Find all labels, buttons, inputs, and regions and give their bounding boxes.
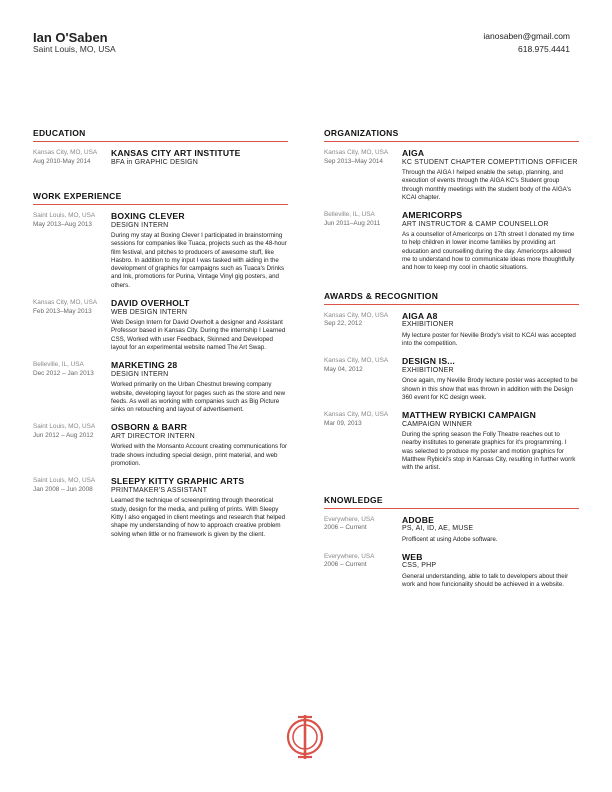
entry-meta <box>33 423 111 468</box>
list-item <box>33 477 288 538</box>
entry-dates: 2006 – Current <box>324 561 367 569</box>
entry-location: Saint Louis, MO, USA <box>33 212 96 219</box>
list-item <box>324 357 579 402</box>
entry-body <box>402 149 579 202</box>
entry-description: Worked with the Monsanto Account creating communications for trade shows including special design, print material, and web promotion. <box>111 443 287 468</box>
entry-description: During my stay at Boxing Clever I participated in brainstorming sessions for companies like Tuaca, projects such as the 48-hour film festival, and pitches to producers of awesome stuff, like Hasbro. In addition to my input I was tasked with aiding in the development of graphics for campaigns such as Tuaca's Drinks and Ink, promotions for Purina, Vintage Vinyl gig posters, and others. <box>111 232 287 289</box>
knowledge-section <box>324 495 579 590</box>
section-title: AWARDS & RECOGNITION <box>324 291 579 305</box>
entry-location: Kansas City, MO, USA <box>324 357 389 365</box>
list-item <box>33 212 288 290</box>
entry-description: As a counsellor of Americorps on 17th street I donated my time to help children in lower income families by providing art education and counselling during the day. Americorps allowed me to understand how to communicate ideas more thoughtfully and how to keep my cool in chaotic situations. <box>402 231 575 272</box>
entry-location: Saint Louis, MO, USA <box>33 423 96 431</box>
list-item <box>33 361 288 414</box>
entry-meta <box>324 312 402 349</box>
left-column <box>33 128 288 548</box>
entry-title: ADOBE <box>402 514 435 525</box>
entry-title: OSBORN & BARR <box>111 422 188 433</box>
monogram-logo-icon <box>285 712 325 762</box>
candidate-name: Ian O'Saben <box>33 30 108 45</box>
entry-location: Belleville, IL, USA <box>33 361 84 369</box>
entry-meta <box>33 299 111 352</box>
organizations-section <box>324 128 579 273</box>
entry-dates: Jun 2011–Aug 2011 <box>324 219 381 227</box>
entry-title: WEB <box>402 551 423 562</box>
entry-body <box>402 357 579 402</box>
entry-body <box>111 361 288 414</box>
list-item <box>324 211 579 272</box>
list-item <box>324 553 579 590</box>
email[interactable]: ianosaben@gmail.com <box>483 31 570 41</box>
entry-role: ART DIRECTOR INTERN <box>111 432 195 440</box>
entry-description: Web Design Intern for David Overholt a designer and Assistant Professor based in Kansas City. During the internship I Learned CSS, Worked with user Feedback, Skinned and Developed layout for an experimental website named The Art Swap. <box>111 319 286 351</box>
candidate-location: Saint Louis, MO, USA <box>33 44 116 54</box>
entry-dates: 2006 – Current <box>324 524 367 532</box>
entry-meta <box>324 149 402 202</box>
entry-dates: Aug 2010-May 2014 <box>33 157 91 165</box>
entry-location: Kansas City, MO, USA <box>324 149 389 156</box>
entry-meta <box>324 516 402 544</box>
entry-location: Belleville, IL, USA <box>324 211 375 219</box>
section-title: WORK EXPERIENCE <box>33 191 288 205</box>
phone: 618.975.4441 <box>518 44 570 54</box>
entry-title: DAVID OVERHOLT <box>111 298 190 309</box>
entry-meta <box>324 357 402 402</box>
entry-description: General understanding, able to talk to developers about their work and how funcionality should be achieved in a website. <box>402 572 569 589</box>
entry-role: KC STUDENT CHAPTER COMEPTITIONS OFFICER <box>402 158 578 166</box>
entry-body <box>111 212 288 290</box>
entry-role: EXHIBITIONER <box>402 366 454 374</box>
entry-body <box>111 423 288 468</box>
entry-role: BFA in GRAPHIC DESIGN <box>111 158 199 166</box>
list-item <box>33 423 288 468</box>
entry-meta <box>324 553 402 590</box>
entry-meta <box>324 411 402 472</box>
entry-role: ART INSTRUCTOR & CAMP COUNSELLOR <box>402 220 549 228</box>
entry-role: DESIGN INTERN <box>111 370 169 378</box>
awards-section <box>324 291 579 473</box>
entry-role: PS, AI, ID, AE, MUSE <box>402 525 474 533</box>
entry-body <box>111 477 288 538</box>
entry-body <box>111 149 288 169</box>
work-experience-section <box>33 191 288 539</box>
entry-title: MATTHEW RYBICKI CAMPAIGN <box>402 410 537 421</box>
entry-body <box>402 553 579 590</box>
entry-description: Through the AIGA I helped enable the setup, planning, and execution of events through the AIGA KC's Student group through monthly meetings with the student body of the AIGA's KCAI chapter. <box>402 169 572 201</box>
entry-title: AIGA <box>402 148 425 158</box>
entry-body <box>402 312 579 349</box>
education-section <box>33 128 288 169</box>
entry-body <box>402 211 579 272</box>
entry-location: Everywhere, USA <box>324 552 375 560</box>
entry-role: EXHIBITIONER <box>402 321 454 329</box>
list-item <box>33 299 288 352</box>
entry-title: KANSAS CITY ART INSTITUTE <box>111 148 241 158</box>
section-title: ORGANIZATIONS <box>324 128 579 142</box>
contact-block <box>483 30 570 56</box>
entry-role: DESIGN INTERN <box>111 221 169 229</box>
list-item <box>324 516 579 544</box>
entry-meta <box>33 212 111 290</box>
entry-meta <box>33 149 111 169</box>
entry-description: Worked primarily on the Urban Chestnut brewing company website, developing layout for pages such as the store and new feeds. As well as working with companies such as Big Picture sinks on retouching and layout of advertisement. <box>111 381 286 414</box>
entry-dates: Dec 2012 – Jan 2013 <box>33 369 94 377</box>
entry-title: BOXING CLEVER <box>111 211 185 221</box>
entry-location: Saint Louis, MO, USA <box>33 477 96 485</box>
entry-location: Everywhere, USA <box>324 515 375 523</box>
entry-title: AMERICORPS <box>402 210 463 221</box>
entry-dates: Jun 2012 – Aug 2012 <box>33 431 94 439</box>
entry-role: CAMPAIGN WINNER <box>402 420 473 428</box>
list-item <box>324 149 579 202</box>
entry-dates: May 2013–Aug 2013 <box>33 220 92 228</box>
entry-title: MARKETING 28 <box>111 360 178 371</box>
list-item <box>33 149 288 169</box>
entry-dates: Feb 2013–May 2013 <box>33 307 92 315</box>
entry-description: During the spring season the Folly Theatre reaches out to nearby institutes to generate graphics for it's programming. I was selected to produce my poster and motion graphics for Matthew Rybicki's stop in Kansas City, resulting in further worrk with the artist. <box>402 431 576 472</box>
entry-location: Kansas City, MO, USA <box>324 311 389 319</box>
entry-title: AIGA A8 <box>402 310 438 321</box>
entry-dates: Sep 22, 2012 <box>324 320 363 328</box>
entry-dates: Jan 2008 – Jun 2008 <box>33 485 93 493</box>
entry-body <box>111 299 288 352</box>
list-item <box>324 312 579 349</box>
entry-dates: May 04, 2012 <box>324 365 363 373</box>
section-title: KNOWLEDGE <box>324 495 579 509</box>
entry-role: PRINTMAKER'S ASSISTANT <box>111 486 208 494</box>
entry-description: Learned the technique of screenprinting through theoretical study, design for the media, and pulling of prints. With Sleepy Kitty I also engaged in client meetings and research that helped shape my understanding of how to approach creative problem solving when little or no framework is given by the client. <box>111 497 286 538</box>
entry-role: WEB DESIGN INTERN <box>111 308 188 316</box>
entry-description: My lecture poster for Neville Brody's visit to KCAI was accepted into the competition. <box>402 331 576 347</box>
entry-location: Kansas City, MO, USA <box>324 411 389 419</box>
entry-location: Kansas City, MO, USA <box>33 299 98 307</box>
entry-location: Kansas City, MO, USA <box>33 149 98 156</box>
entry-dates: Sep 2013–May 2014 <box>324 157 383 165</box>
entry-body <box>402 516 579 544</box>
entry-role: CSS, PHP <box>402 562 437 570</box>
section-title: EDUCATION <box>33 128 288 142</box>
list-item <box>324 411 579 472</box>
entry-description: Profficent at using Adobe software. <box>402 535 498 543</box>
entry-meta <box>33 477 111 538</box>
entry-description: Once again, my Neville Brody lecture poster was accepted to be shown in this show that was thrown in addition with the Design 360 event for KC design week. <box>402 377 578 401</box>
entry-body <box>402 411 579 472</box>
entry-title: DESIGN IS... <box>402 356 456 367</box>
right-column <box>324 128 579 599</box>
entry-meta <box>33 361 111 414</box>
entry-dates: Mar 09, 2013 <box>324 419 362 427</box>
entry-meta <box>324 211 402 272</box>
entry-title: SLEEPY KITTY GRAPHIC ARTS <box>111 476 245 487</box>
